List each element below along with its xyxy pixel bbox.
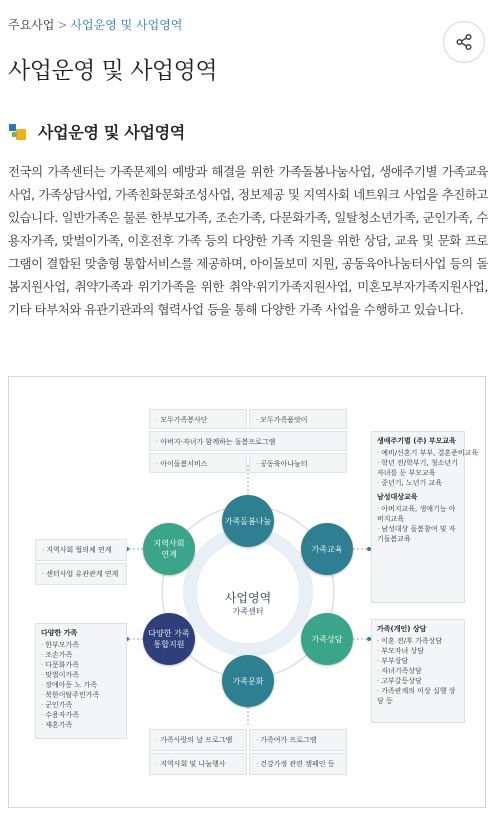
diverse-family-box (35, 623, 127, 739)
education-box-title-2: 남성대상교육 (377, 493, 418, 501)
breadcrumb-current[interactable]: 사업운영 및 사업영역 (70, 18, 183, 32)
diverse-row: · 북한이탈주민가족 (41, 690, 121, 700)
node-diverse-family: 다양한 가족 통합지원 (143, 613, 195, 665)
diverse-row: · 수용자가족 (41, 710, 121, 720)
breadcrumb (8, 16, 182, 33)
node-community-link: 지역사회 연계 (143, 523, 195, 575)
counseling-row: · 고부갈등상담 (377, 676, 459, 686)
page-title: 사업운영 및 사업영역 (8, 58, 218, 84)
diverse-box-title: 다양한 가족 (41, 629, 78, 637)
education-row: · 아버지교육, 생애기능 아버지교육 (377, 504, 459, 524)
education-row: · 중년기, 노년기 교육 (377, 478, 459, 488)
top-cell: · 모두가족봉사단 (149, 409, 247, 429)
counseling-row: · 부모자녀 상담 (377, 646, 459, 656)
top-cell: · 모두가족품앗이 (249, 409, 347, 429)
top-cell: · 아이돌봄서비스 (149, 453, 247, 473)
diagram-center-subtitle: 가족센터 (232, 607, 264, 616)
top-cell: · 공동육아나눔터 (249, 453, 347, 473)
share-icon (455, 33, 473, 51)
education-row: · 학년 전/학부기, 청소년기 자녀를 둔 부모교육 (377, 458, 459, 478)
counseling-box-title: 가족(개인) 상담 (377, 625, 427, 633)
counseling-row: · 가족관계의 이상 실행 상담 등 (377, 686, 459, 706)
education-box (371, 431, 479, 603)
diverse-row: · 다문화가족 (41, 660, 121, 670)
diverse-row: · 장애아동 노 가족 (41, 680, 121, 690)
node-family-education: 가족교육 (301, 523, 353, 575)
diverse-row: · 군인가족 (41, 700, 121, 710)
education-row: · 예비/신혼기 부부, 결혼준비교육 (377, 448, 459, 458)
node-family-care: 가족돌봄나눔 (222, 495, 274, 547)
bottom-cell: · 가족사랑의 날 프로그램 (149, 729, 247, 751)
diverse-row: · 한부모가족 (41, 640, 121, 650)
share-button[interactable] (443, 21, 485, 63)
diagram-center-title: 사업영역 (224, 591, 272, 605)
business-area-diagram (8, 376, 486, 808)
left-cell: · 지역사회 협의체 연계 (35, 539, 127, 561)
top-cell: · 아버지-자녀가 함께하는 돌봄프로그램 (149, 431, 347, 451)
node-family-culture: 가족문화 (222, 655, 274, 707)
bottom-cell: · 지역사회 및 나눔행사 (149, 753, 247, 775)
counseling-row: · 이혼 전/후 가족상담 (377, 636, 459, 646)
education-row: · 남성대상 돌봄참여 및 자기돌봄교육 (377, 524, 459, 544)
diverse-row: · 맞벌이가족 (41, 670, 121, 680)
bottom-cell: · 건강가정 관련 캠페인 등 (249, 753, 347, 775)
section-heading (8, 120, 185, 143)
counseling-row: · 자녀기족상담 (377, 666, 459, 676)
education-box-title: 생애주기별 (주) 부모교육 (377, 437, 456, 445)
counseling-box (371, 619, 465, 723)
node-family-counseling: 가족상담 (301, 613, 353, 665)
diverse-row: · 재혼가족 (41, 720, 121, 730)
intro-paragraph: 전국의 가족센터는 가족문제의 예방과 해결을 위한 가족돌봄나눔사업, 생애주기별 가족교육사업, 가족상담사업, 가족친화문화조성사업, 정보제공 및 지역사회 네트워크 사업을 추진하고 있습니다. 일반가족은 물론 한부모가족, 조손가족, 다문화가족, 일탈청소년가족, 군인가족, 수용자가족, 맞벌이가족, 이혼전후 가족 등의 다양한 가족 지원을 위한 상담, 교육 및 문화 프로그램이 결합된 맞춤형 통합서비스를 제공하며, 아이돌보미 지원, 공동육아나눔터사업 등의 돌봄지원사업, 취약가족과 위기가족을 위한 취약·위기가족지원사업, 미혼모부자가족지원사업, 기타 타부처와 유관기관과의 협력사업 등을 통해 다양한 가족 사업을 수행하고 있습니다. (8, 164, 488, 317)
counseling-row: · 부부상담 (377, 656, 459, 666)
left-cell: · 센터사업 유관관계 연계 (35, 563, 127, 585)
bottom-cell: · 가족여가 프로그램 (249, 729, 347, 751)
breadcrumb-separator: > (57, 18, 68, 32)
section-bullet-icon (8, 122, 28, 142)
diverse-row: · 조손가족 (41, 650, 121, 660)
breadcrumb-parent-link[interactable]: 주요사업 (8, 18, 55, 32)
section-title: 사업운영 및 사업영역 (38, 123, 185, 142)
